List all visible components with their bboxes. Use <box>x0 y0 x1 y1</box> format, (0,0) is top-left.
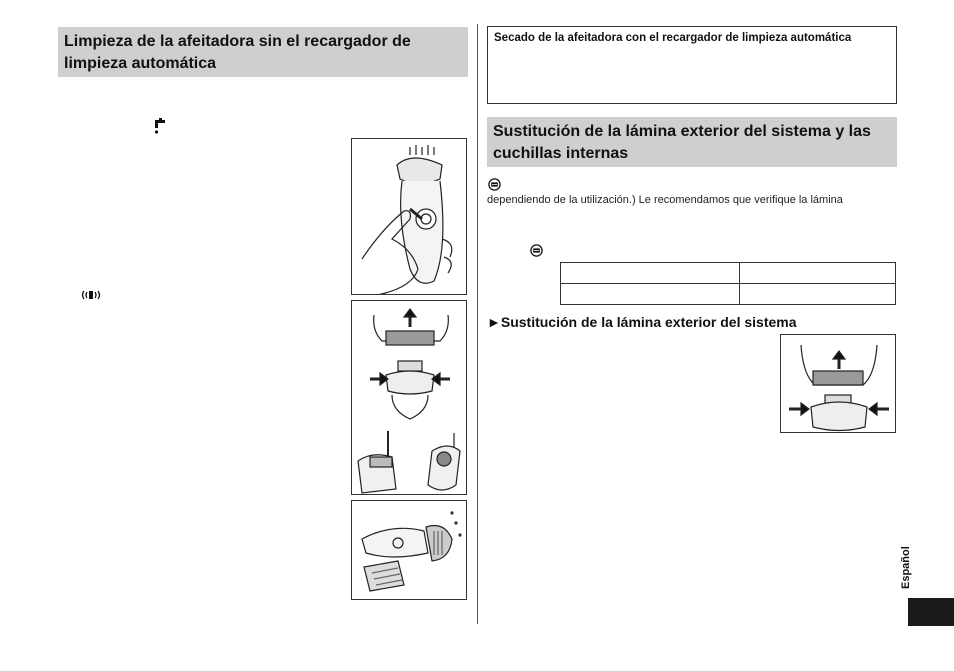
section-heading-replacement <box>487 117 897 167</box>
note-box-drying <box>487 26 897 104</box>
faucet-icon <box>152 118 168 136</box>
table-cell <box>740 284 896 305</box>
figure-dry-parts <box>351 500 467 600</box>
subheading-marker: ► <box>487 314 501 330</box>
table-cell <box>561 263 740 284</box>
subheading-foil-replacement <box>487 314 797 330</box>
table-cell <box>561 284 740 305</box>
subheading-text: Sustitución de la lámina exterior del sistema <box>500 314 797 330</box>
replace-indicator-icon-2 <box>530 244 543 257</box>
language-tab-marker <box>908 598 954 626</box>
language-tab-label: Español <box>900 546 912 590</box>
figure-replace-foil <box>780 334 896 433</box>
section-heading-cleaning-text: Limpieza de la afeitadora sin el recargador de limpieza automática <box>64 33 411 72</box>
table-cell <box>740 263 896 284</box>
table-row <box>561 284 896 305</box>
replacement-body-line: dependiendo de la utilización.) Le recomendamos que verifique la lámina <box>487 194 843 206</box>
table-row <box>561 263 896 284</box>
column-divider <box>477 24 478 624</box>
figure-rinse-shaver <box>351 138 467 295</box>
replacement-table <box>560 262 896 305</box>
vibration-icon <box>81 289 101 301</box>
section-heading-cleaning <box>58 27 468 77</box>
section-heading-replacement-text: Sustitución de la lámina exterior del sistema y las cuchillas internas <box>493 123 871 162</box>
figure-remove-frame <box>351 300 467 495</box>
note-box-title: Secado de la afeitadora con el recargador de limpieza automática <box>494 32 852 44</box>
replace-indicator-icon <box>488 178 501 191</box>
